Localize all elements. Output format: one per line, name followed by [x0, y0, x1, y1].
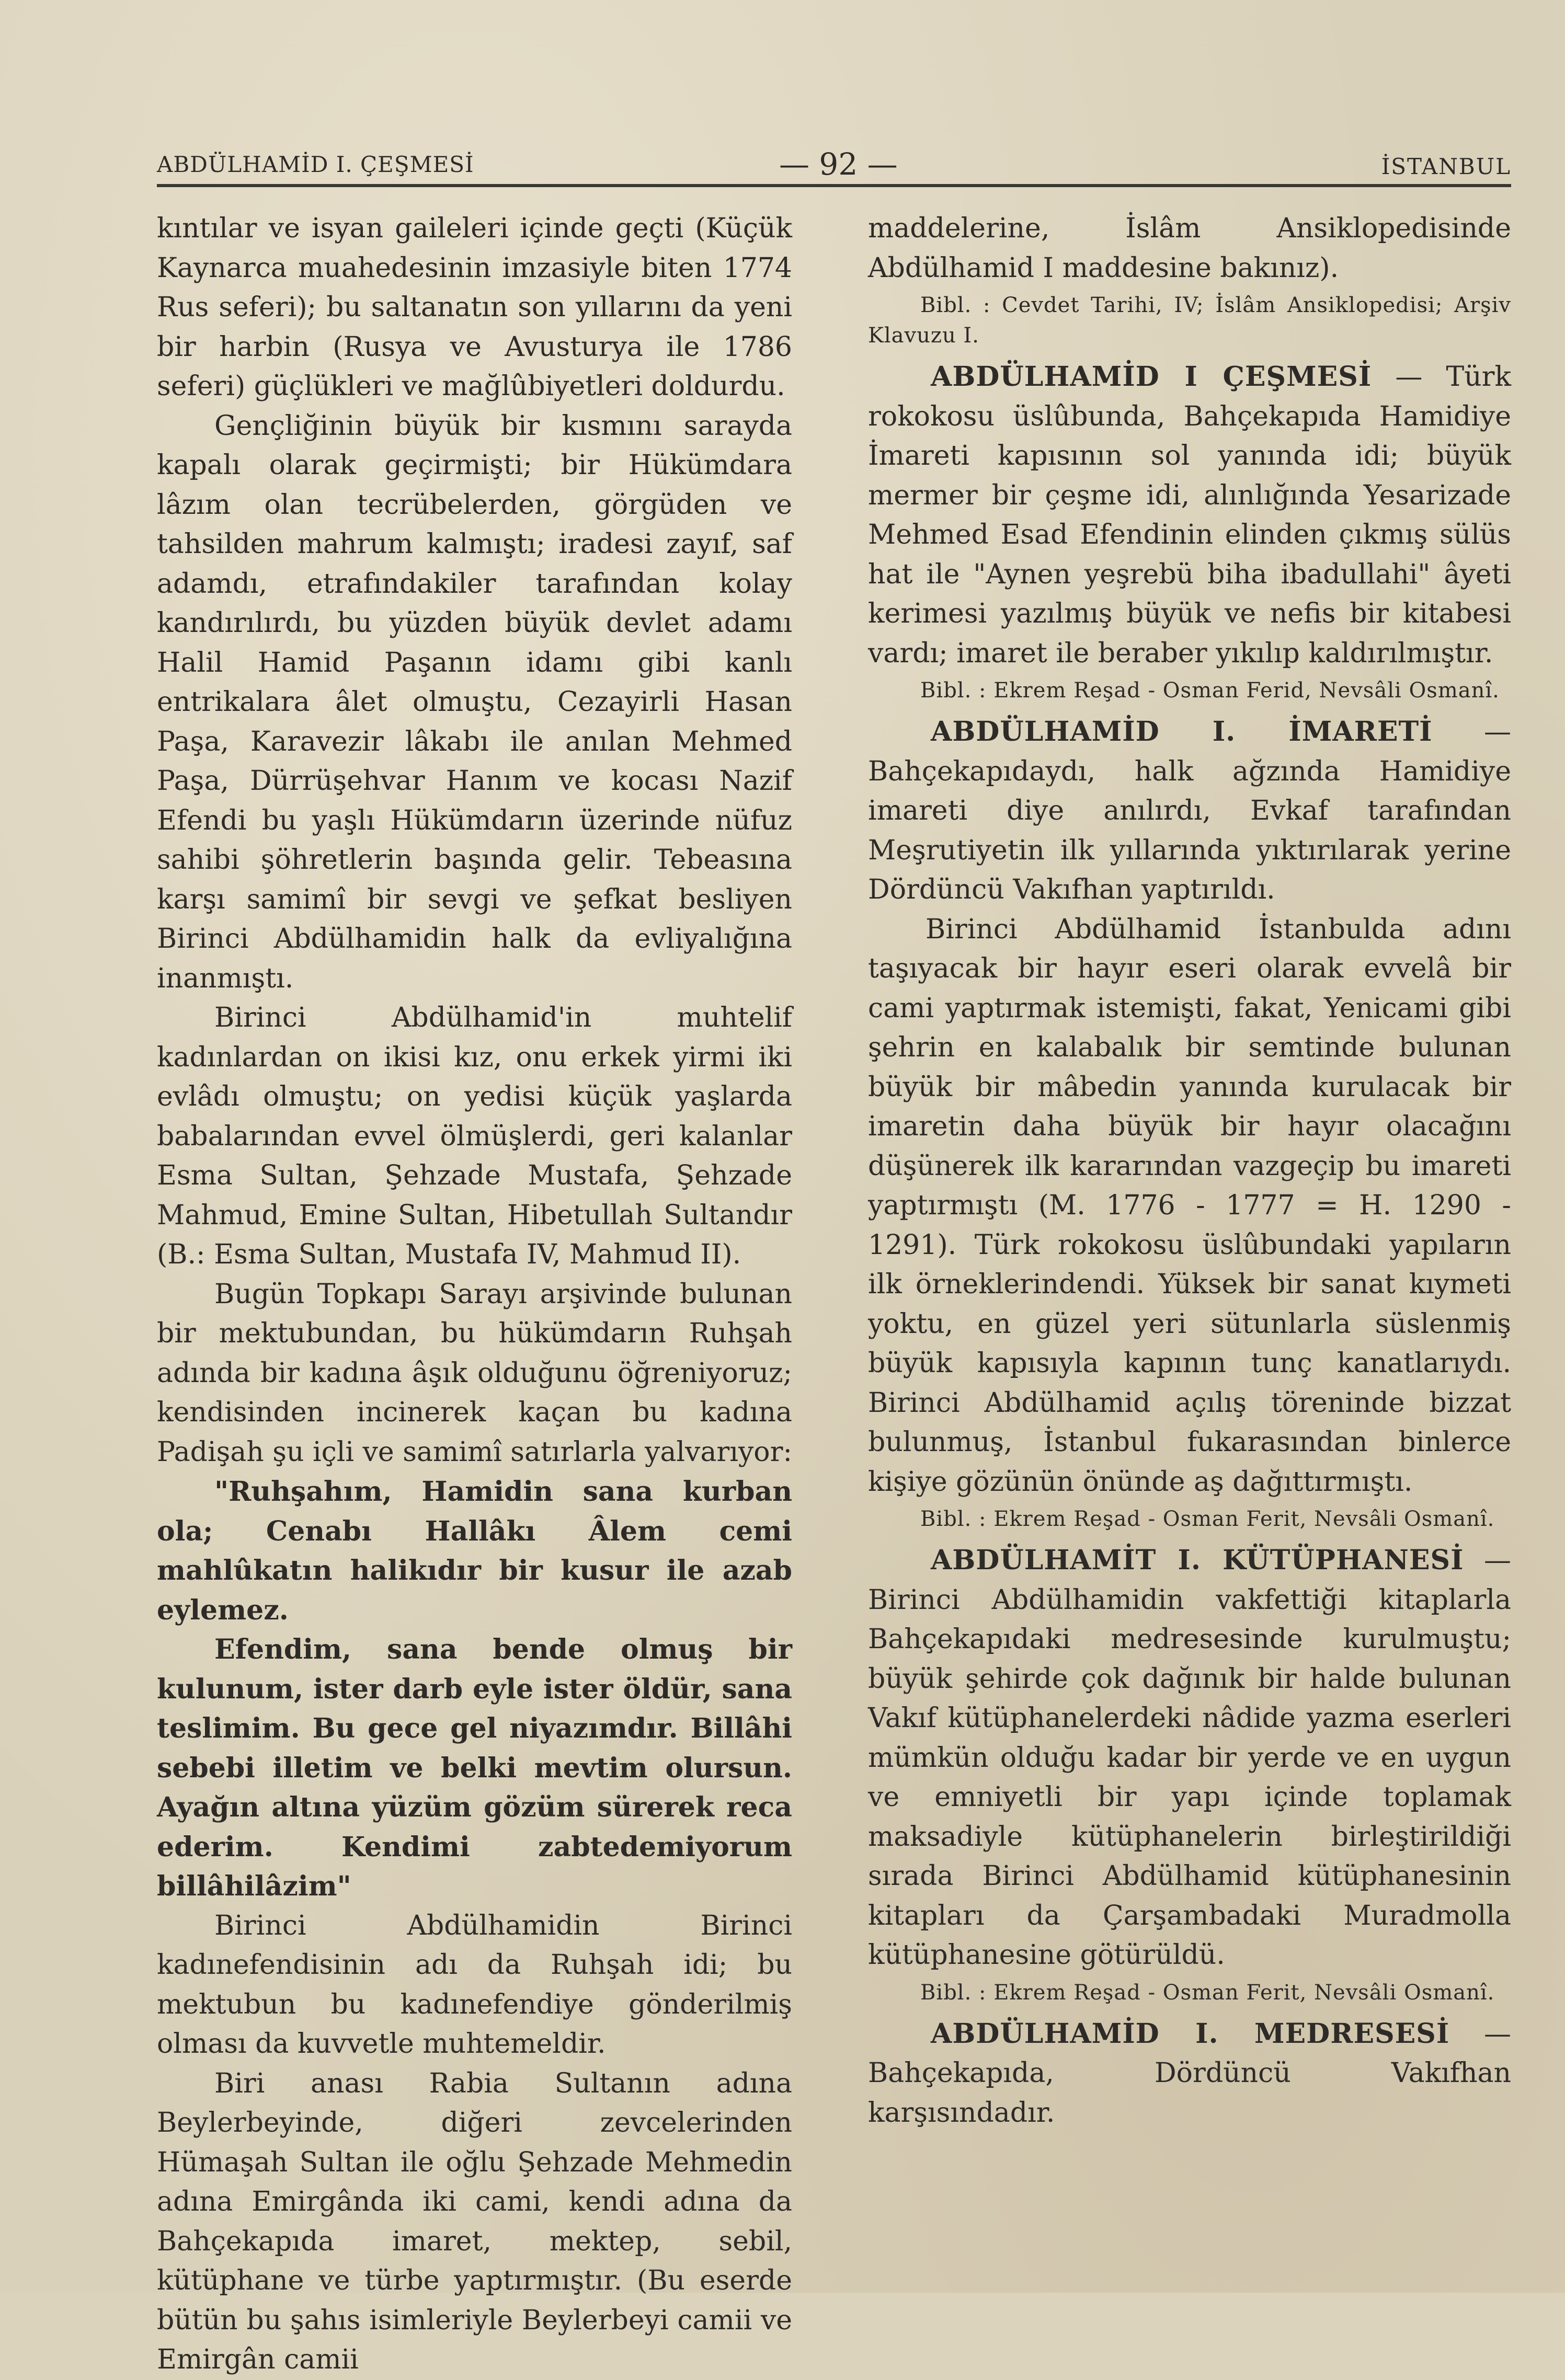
left-paragraph-6: Biri anası Rabia Sultanın adına Beylerbeyinde, diğeri zevcelerinden Hümaşah Sultan ile oğlu Şehzade Mehmedin adına Emirgânda iki cami, kendi adına da Bahçekapıda imaret, mektep, sebil, kütüphane ve türbe yaptırmıştır. (Bu eserde bütün bu şahıs isimleriyle Beylerbeyi camii ve Emirgân camii: [157, 2067, 792, 2375]
entry-imaret: [868, 712, 1511, 910]
running-header: [157, 146, 1511, 183]
letter-quote-1: "Ruhşahım, Hamidin sana kurban ola; Cenabı Hallâkı Âlem cemi mahlûkatın halikıdır bir kusur ile azab eylemez.: [157, 1476, 792, 1626]
entry-kutuphane-text: — Birinci Abdülhamidin vakfettiği kitaplarla Bahçekapıdaki medresesinde kurulmuştu; büyük şehirde çok dağınık bir halde bulunan Vakıf kütüphanelerdeki nâdide yazma eserleri mümkün olduğu kadar bir yerde ve en uygun ve emniyetli bir yapı içinde toplamak maksadiyle kütüphanelerin birleştirildiği sırada Birinci Abdülhamid kütüphanesinin kitapları da Çarşambadaki Muradmolla kütüphanesine götürüldü.: [868, 1545, 1511, 1971]
left-column: [157, 209, 792, 2380]
bibliography-4: Bibl. : Ekrem Reşad - Osman Ferit, Nevsâli Osmanî.: [920, 1980, 1495, 2005]
left-paragraph-5: Birinci Abdülhamidin Birinci kadınefendisinin adı da Ruhşah idi; bu mektubun bu kadınefendiye gönderilmiş olması da kuvvetle muhtemeldir.: [157, 1910, 792, 2060]
left-paragraph-4: Bugün Topkapı Sarayı arşivinde bulunan bir mektubundan, bu hükümdarın Ruhşah adında bir kadına âşık olduğunu öğreniyoruz; kendisinden incinerek kaçan bu kadına Padişah şu içli ve samimî satırlarla yalvarıyor:: [157, 1278, 792, 1468]
page-number: — 92 —: [779, 146, 898, 182]
bibliography-2: Bibl. : Ekrem Reşad - Osman Ferid, Nevsâli Osmanî.: [920, 679, 1500, 703]
entry-medrese: [868, 2014, 1511, 2133]
entry-imaret-text: — Bahçekapıdaydı, halk ağzında Hamidiye imareti diye anılırdı, Evkaf tarafından Meşrutiyetin ilk yıllarında yıktırılarak yerine Dördüncü Vakıfhan yaptırıldı.: [868, 716, 1512, 905]
entry-kutuphane: [868, 1540, 1511, 1975]
entry-cesme-title: ABDÜLHAMİD I ÇEŞMESİ: [931, 361, 1372, 393]
right-paragraph-1: maddelerine, İslâm Ansiklopedisinde Abdülhamid I maddesine bakınız).: [868, 213, 1511, 284]
entry-medrese-text: — Bahçekapıda, Dördüncü Vakıfhan karşısındadır.: [868, 2018, 1512, 2129]
left-paragraph-2: Gençliğinin büyük bir kısmını sarayda kapalı olarak geçirmişti; bir Hükümdara lâzım olan tecrübelerden, görgüden ve tahsilden mahrum kalmıştı; iradesi zayıf, saf adamdı, etrafındakiler tarafından kolay kandırılırdı, bu yüzden büyük devlet adamı Halil Hamid Paşanın idamı gibi kanlı entrikalara âlet olmuştu, Cezayirli Hasan Paşa, Karavezir lâkabı ile anılan Mehmed Paşa, Dürrüşehvar Hanım ve kocası Nazif Efendi bu yaşlı Hükümdarın üzerinde nüfuz sahibi şöhretlerin başında gelir. Tebeasına karşı samimî bir sevgi ve şefkat besliyen Birinci Abdülhamidin halk da evliyalığına inanmıştı.: [157, 410, 792, 994]
entry-imaret-paragraph-2: Birinci Abdülhamid İstanbulda adını taşıyacak bir hayır eseri olarak evvelâ bir cami yaptırmak istemişti, fakat, Yenicami gibi şehrin en kalabalık bir semtinde bulunan büyük bir mâbedin yanında kurulacak bir imaretin daha büyük bir hayır olacağını düşünerek ilk kararından vazgeçip bu imareti yaptırmıştı (M. 1776 - 1777 = H. 1290 - 1291). Türk rokokosu üslûbundaki yapıların ilk örneklerindendi. Yüksek bir sanat kıymeti yoktu, en güzel yeri sütunlarla süslenmiş büyük kapısıyla kapının tunç kanatlarıydı. Birinci Abdülhamid açılış töreninde bizzat bulunmuş, İstanbul fukarasından binlerce kişiye gözünün önünde aş dağıttırmıştı.: [868, 913, 1511, 1498]
bibliography-3: Bibl. : Ekrem Reşad - Osman Ferit, Nevsâli Osmanî.: [920, 1507, 1495, 1531]
left-paragraph-3: Birinci Abdülhamid'in muhtelif kadınlardan on ikisi kız, onu erkek yirmi iki evlâdı olmuştu; on yedisi küçük yaşlarda babalarından evvel ölmüşlerdi, geri kalanlar Esma Sultan, Şehzade Mustafa, Şehzade Mahmud, Emine Sultan, Hibetullah Sultandır (B.: Esma Sultan, Mustafa IV, Mahmud II).: [157, 1002, 792, 1270]
header-city: İSTANBUL: [1381, 154, 1511, 179]
entry-cesme: [868, 357, 1511, 673]
left-paragraph-1: kıntılar ve isyan gaileleri içinde geçti (Küçük Kaynarca muahedesinin imzasiyle biten 1774 Rus seferi); bu saltanatın son yıllarını da yeni bir harbin (Rusya ve Avusturya ile 1786 seferi) güçlükleri ve mağlûbiyetleri doldurdu.: [157, 213, 792, 402]
entry-imaret-title: ABDÜLHAMİD I. İMARETİ: [931, 716, 1433, 748]
header-rule: [157, 184, 1511, 187]
header-entry-title: ABDÜLHAMİD I. ÇEŞMESİ: [157, 152, 474, 177]
entry-kutuphane-title: ABDÜLHAMİT I. KÜTÜPHANESİ: [931, 1544, 1464, 1576]
bibliography-1: Bibl. : Cevdet Tarihi, IV; İslâm Ansiklopedisi; Arşiv Klavuzu I.: [868, 293, 1511, 348]
letter-quote-2: Efendim, sana bende olmuş bir kulunum, ister darb eyle ister öldür, sana teslimim. Bu gece gel niyazımdır. Billâhi sebebi illetim ve belki mevtim olursun. Ayağın altına yüzüm gözüm sürerek reca ederim. Kendimi zabtedemiyorum billâhilâzim": [157, 1634, 792, 1902]
right-column: [868, 209, 1511, 2133]
entry-medrese-title: ABDÜLHAMİD I. MEDRESESİ: [931, 2017, 1450, 2050]
entry-cesme-text: — Türk rokokosu üslûbunda, Bahçekapıda Hamidiye İmareti kapısının sol yanında idi; büyük mermer bir çeşme idi, alınlığında Yesarizade Mehmed Esad Efendinin elinden çıkmış sülüs hat ile "Aynen yeşrebü biha ibadullahi" âyeti kerimesi yazılmış büyük ve nefis bir kitabesi vardı; imaret ile beraber yıkılıp kaldırılmıştır.: [868, 361, 1512, 669]
